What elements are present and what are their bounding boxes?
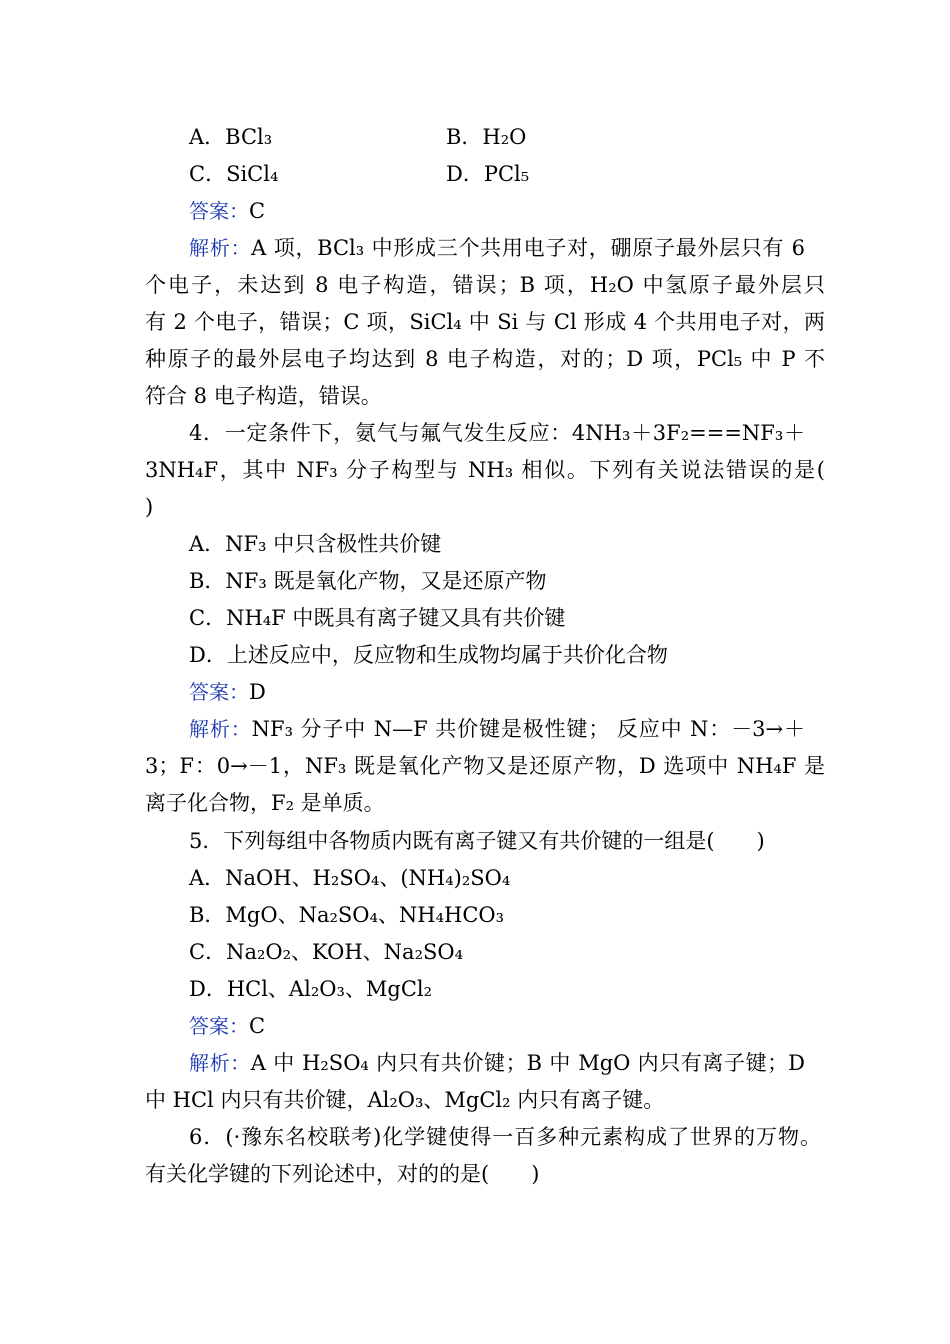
- q5-answer: 答案：C: [189, 1014, 266, 1038]
- q3-analysis-line-4: 种原子的最外层电子均达到 8 电子构造，对的；D 项，PCl₅ 中 P 不: [145, 347, 825, 371]
- q4-option-d: D．上述反应中，反应物和生成物均属于共价化合物: [189, 643, 668, 667]
- q5-option-d: D．HCl、Al₂O₃、MgCl₂: [189, 977, 433, 1001]
- q4-analysis-line-2: 3；F：0→－1，NF₃ 既是氧化产物又是还原产物，D 选项中 NH₄F 是: [145, 754, 825, 778]
- q4-option-a: A．NF₃ 中只含极性共价键: [189, 532, 442, 556]
- q6-stem-line-1: 6．(·豫东名校联考)化学键使得一百多种元素构成了世界的万物。: [189, 1125, 821, 1149]
- q3-option-b: B．H₂O: [446, 125, 527, 149]
- q3-analysis-line-3: 有 2 个电子，错误；C 项，SiCl₄ 中 Si 与 Cl 形成 4 个共用电子对，两: [145, 310, 825, 334]
- analysis-label: 解析：: [189, 717, 252, 741]
- q4-stem-line-3: ): [145, 495, 154, 519]
- q5-option-b: B．MgO、Na₂SO₄、NH₄HCO₃: [189, 903, 505, 927]
- q4-stem-line-1: 4．一定条件下，氨气与氟气发生反应：4NH₃＋3F₂===NF₃＋: [189, 421, 805, 445]
- analysis-label: 解析：: [189, 236, 252, 260]
- q6-stem-line-2: 有关化学键的下列论述中，对的的是( ): [145, 1162, 540, 1186]
- q3-analysis-line-1: 解析：A 项，BCl₃ 中形成三个共用电子对，硼原子最外层只有 6: [189, 236, 806, 260]
- q4-option-c: C．NH₄F 中既具有离子键又具有共价键: [189, 606, 566, 630]
- q3-option-c: C．SiCl₄: [189, 162, 279, 186]
- q5-analysis-line-1: 解析：A 中 H₂SO₄ 内只有共价键；B 中 MgO 内只有离子键；D: [189, 1051, 806, 1075]
- q4-option-b: B．NF₃ 既是氧化产物，又是还原产物: [189, 569, 547, 593]
- q3-option-a: A．BCl₃: [189, 125, 273, 149]
- q5-option-c: C．Na₂O₂、KOH、Na₂SO₄: [189, 940, 464, 964]
- q4-analysis-line-3: 离子化合物，F₂ 是单质。: [145, 791, 385, 815]
- q4-stem-line-2: 3NH₄F，其中 NF₃ 分子构型与 NH₃ 相似。下列有关说法错误的是(: [145, 458, 825, 482]
- analysis-label: 解析：: [189, 1051, 251, 1075]
- q4-analysis-line-1: 解析：NF₃ 分子中 N—F 共价键是极性键； 反应中 N：－3→＋: [189, 717, 805, 741]
- answer-label: 答案：: [189, 680, 249, 704]
- answer-label: 答案：: [189, 199, 249, 223]
- q3-answer: 答案：C: [189, 199, 266, 223]
- q4-answer: 答案：D: [189, 680, 266, 704]
- q3-analysis-line-2: 个电子，未达到 8 电子构造，错误；B 项，H₂O 中氢原子最外层只: [145, 273, 825, 297]
- q5-stem: 5．下列每组中各物质内既有离子键又有共价键的一组是( ): [189, 829, 765, 853]
- q5-option-a: A．NaOH、H₂SO₄、(NH₄)₂SO₄: [189, 866, 511, 890]
- q3-analysis-line-5: 符合 8 电子构造，错误。: [145, 384, 382, 408]
- q3-option-d: D．PCl₅: [446, 162, 530, 186]
- q5-analysis-line-2: 中 HCl 内只有共价键，Al₂O₃、MgCl₂ 内只有离子键。: [145, 1088, 665, 1112]
- answer-label: 答案：: [189, 1014, 249, 1038]
